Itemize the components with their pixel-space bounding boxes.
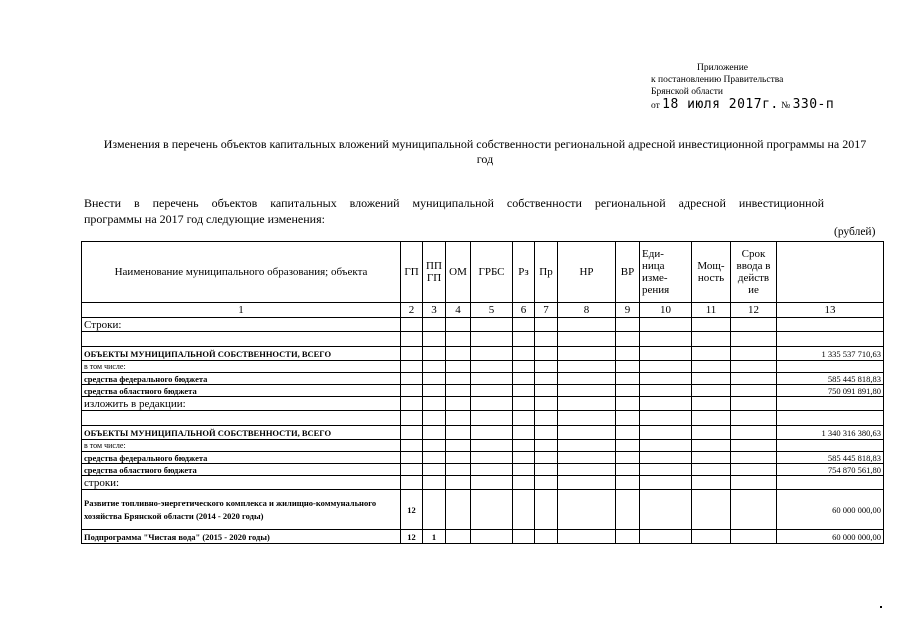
row-label: в том числе:: [82, 361, 401, 373]
number-sign: №: [781, 101, 791, 111]
col-number: 8: [558, 303, 616, 318]
appendix-block: [651, 62, 834, 112]
row-gp: 12: [401, 530, 423, 544]
decree-number: 330-п: [792, 97, 835, 112]
table-row: [82, 397, 884, 411]
table-row: [82, 452, 884, 464]
row-amount: 1 335 537 710,63: [777, 347, 884, 361]
row-name: средства федерального бюджета: [82, 452, 401, 464]
column-number-row: [82, 303, 884, 318]
col-header-pr: Пр: [535, 242, 558, 303]
row-amount: 585 445 818,83: [777, 452, 884, 464]
col-header-amount: [777, 242, 884, 303]
row-amount: 754 870 561,80: [777, 464, 884, 476]
col-number: 5: [471, 303, 513, 318]
currency-unit: (рублей): [834, 226, 876, 238]
col-header-gp: ГП: [401, 242, 423, 303]
row-ppgp: 1: [423, 530, 446, 544]
table-row: [82, 426, 884, 440]
col-header-term: Срок ввода в действ ие: [731, 242, 777, 303]
row-label: Строки:: [82, 318, 401, 332]
date-prefix: от: [651, 101, 660, 111]
table-row: [82, 347, 884, 361]
row-name: средства областного бюджета: [82, 385, 401, 397]
row-label: строки:: [82, 476, 401, 490]
col-header-nr: НР: [558, 242, 616, 303]
row-label: изложить в редакции:: [82, 397, 401, 411]
row-amount: 1 340 316 380,63: [777, 426, 884, 440]
table-row: [82, 332, 884, 347]
table-row: [82, 464, 884, 476]
row-amount: 750 091 891,80: [777, 385, 884, 397]
col-number: 13: [777, 303, 884, 318]
row-name: средства областного бюджета: [82, 464, 401, 476]
table-row: [82, 476, 884, 490]
appendix-decree: к постановлению Правительства: [651, 75, 784, 85]
col-number: 12: [731, 303, 777, 318]
investment-table: [81, 241, 884, 544]
col-header-grbs: ГРБС: [471, 242, 513, 303]
table-row: [82, 373, 884, 385]
intro-paragraph: [84, 195, 824, 227]
col-number: 4: [446, 303, 471, 318]
col-header-vr: ВР: [616, 242, 640, 303]
row-name: ОБЪЕКТЫ МУНИЦИПАЛЬНОЙ СОБСТВЕННОСТИ, ВСЕГО: [82, 426, 401, 440]
appendix-title: Приложение: [697, 63, 748, 73]
row-amount: 585 445 818,83: [777, 373, 884, 385]
intro-line-2: программы на 2017 год следующие изменения:: [84, 212, 325, 226]
col-number: 6: [513, 303, 535, 318]
row-name: средства федерального бюджета: [82, 373, 401, 385]
table-row: [82, 530, 884, 544]
table-row: [82, 490, 884, 530]
table-row: [82, 318, 884, 332]
col-header-ppgp: ПП ГП: [423, 242, 446, 303]
row-amount: 60 000 000,00: [777, 490, 884, 530]
row-name: ОБЪЕКТЫ МУНИЦИПАЛЬНОЙ СОБСТВЕННОСТИ, ВСЕГО: [82, 347, 401, 361]
col-header-name: Наименование муниципального образования; объекта: [82, 242, 401, 303]
col-number: 9: [616, 303, 640, 318]
row-amount: 60 000 000,00: [777, 530, 884, 544]
row-name: Развитие топливно-энергетического комплекса и жилищно-коммунального хозяйства Брянской области (2014 - 2020 годы): [82, 490, 401, 530]
col-number: 10: [640, 303, 692, 318]
intro-line-1: Внести в перечень объектов капитальных вложений муниципальной собственности региональной адресной инвестиционной: [84, 196, 824, 210]
appendix-region: Брянской области: [651, 87, 723, 97]
col-header-unit-measure: Еди- ница изме- рения: [640, 242, 692, 303]
scan-speck: [880, 606, 882, 608]
col-number: 1: [82, 303, 401, 318]
col-header-rz: Рз: [513, 242, 535, 303]
table-row: [82, 411, 884, 426]
col-header-om: ОМ: [446, 242, 471, 303]
decree-date: 18 июля 2017г.: [662, 97, 779, 112]
document-title: Изменения в перечень объектов капитальных вложений муниципальной собственности региональной адресной инвестиционной программы на 2017 год: [103, 137, 867, 166]
decree-date-line: [651, 99, 834, 112]
table-row: [82, 440, 884, 452]
table-row: [82, 361, 884, 373]
row-label: в том числе:: [82, 440, 401, 452]
row-gp: 12: [401, 490, 423, 530]
row-name: Подпрограмма "Чистая вода" (2015 - 2020 годы): [82, 530, 401, 544]
col-number: 2: [401, 303, 423, 318]
col-number: 7: [535, 303, 558, 318]
col-number: 11: [692, 303, 731, 318]
col-number: 3: [423, 303, 446, 318]
col-header-capacity: Мощ- ность: [692, 242, 731, 303]
table-header-row: [82, 242, 884, 303]
table-row: [82, 385, 884, 397]
